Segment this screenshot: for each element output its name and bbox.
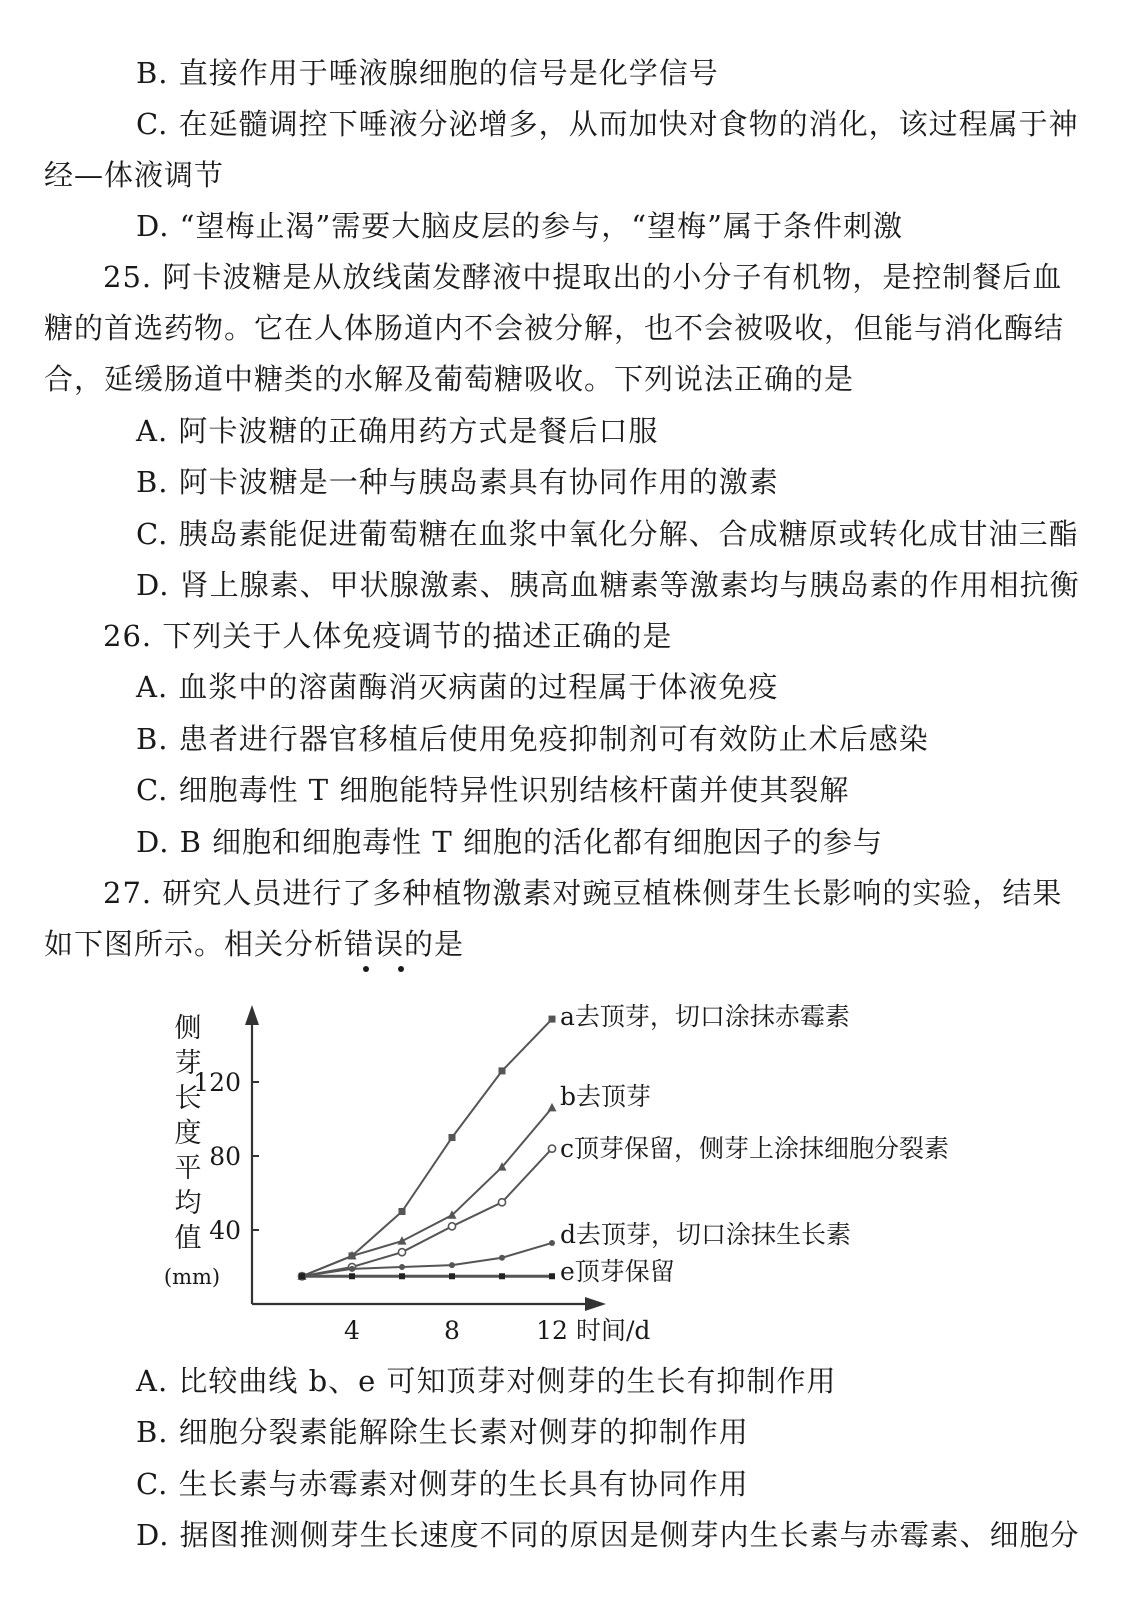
series-point-e: [449, 1273, 455, 1279]
series-point-e: [399, 1273, 405, 1279]
series-point-e: [349, 1273, 355, 1279]
series-point-d: [399, 1264, 405, 1270]
series-label-d: d去顶芽，切口涂抹生长素: [560, 1220, 852, 1249]
y-axis-label-char: 均: [174, 1188, 202, 1219]
q26-option-d: D. B 细胞和细胞毒性 T 细胞的活化都有细胞因子的参与: [136, 825, 883, 859]
q25-stem-cont-2: 合，延缓肠道中糖类的水解及葡萄糖吸收。下列说法正确的是: [44, 362, 855, 396]
y-axis-label-char: 值: [174, 1223, 202, 1254]
series-label-b: b去顶芽: [560, 1082, 652, 1111]
x-axis-arrow: [585, 1297, 606, 1311]
q25-option-c: C. 胰岛素能促进葡萄糖在血浆中氧化分解、合成糖原或转化成甘油三酯: [136, 517, 1079, 551]
series-point-b: [548, 1103, 557, 1112]
q27-option-d: D. 据图推测侧芽生长速度不同的原因是侧芽内生长素与赤霉素、细胞分: [136, 1518, 1080, 1552]
series-point-e: [499, 1273, 505, 1279]
q26-option-c: C. 细胞毒性 T 细胞能特异性识别结核杆菌并使其裂解: [136, 773, 850, 807]
y-axis-unit: (mm): [163, 1265, 221, 1289]
emphasis-dot: [398, 966, 404, 972]
x-tick-label: 12: [536, 1316, 568, 1345]
series-point-a: [449, 1134, 456, 1141]
series-line-d: [302, 1243, 552, 1276]
q27-option-b: B. 细胞分裂素能解除生长素对侧芽的抑制作用: [136, 1415, 749, 1449]
emphasis-dot: [363, 966, 369, 972]
q27-stem: 27. 研究人员进行了多种植物激素对豌豆植株侧芽生长影响的实验，结果: [103, 876, 1063, 910]
y-axis-arrow: [245, 1005, 259, 1025]
q27-option-c: C. 生长素与赤霉素对侧芽的生长具有协同作用: [136, 1467, 749, 1501]
series-line-b: [302, 1108, 552, 1276]
series-point-c: [548, 1145, 555, 1152]
series-point-d: [499, 1255, 505, 1261]
y-axis-label-char: 度: [174, 1118, 202, 1149]
x-tick-label: 8: [444, 1316, 460, 1345]
series-line-a: [302, 1019, 552, 1276]
q27-stem-cont: 如下图所示。相关分析错误的是: [44, 927, 465, 961]
q24-option-b: B. 直接作用于唾液腺细胞的信号是化学信号: [136, 56, 719, 90]
y-tick-label: 120: [193, 1068, 241, 1097]
x-axis-label: 时间/d: [576, 1316, 651, 1345]
y-axis-label-char: 平: [174, 1153, 202, 1184]
q26-option-b: B. 患者进行器官移植后使用免疫抑制剂可有效防止术后感染: [136, 722, 929, 756]
q25-option-a: A. 阿卡波糖的正确用药方式是餐后口服: [136, 414, 659, 448]
series-point-c: [498, 1199, 505, 1206]
side-bud-growth-chart: [160, 995, 1010, 1355]
q25-option-b: B. 阿卡波糖是一种与胰岛素具有协同作用的激素: [136, 465, 779, 499]
series-point-a: [499, 1067, 506, 1074]
x-tick-label: 4: [344, 1316, 360, 1345]
series-point-c: [398, 1249, 405, 1256]
series-point-c: [448, 1223, 455, 1230]
q25-stem-cont-1: 糖的首选药物。它在人体肠道内不会被分解，也不会被吸收，但能与消化酶结: [44, 311, 1065, 345]
series-point-a: [549, 1016, 556, 1023]
q24-option-c: C. 在延髓调控下唾液分泌增多，从而加快对食物的消化，该过程属于神: [136, 107, 1079, 141]
series-point-e: [549, 1273, 555, 1279]
q26-option-a: A. 血浆中的溶菌酶消灭病菌的过程属于体液免疫: [136, 670, 779, 704]
q27-option-a: A. 比较曲线 b、e 可知顶芽对侧芽的生长有抑制作用: [136, 1364, 837, 1398]
q25-option-d: D. 肾上腺素、甲状腺激素、胰高血糖素等激素均与胰岛素的作用相抗衡: [136, 568, 1080, 602]
series-point-d: [449, 1262, 455, 1268]
series-label-a: a去顶芽，切口涂抹赤霉素: [560, 1002, 850, 1031]
q25-stem: 25. 阿卡波糖是从放线菌发酵液中提取出的小分子有机物，是控制餐后血: [103, 260, 1063, 294]
q24-option-d: D. “望梅止渴”需要大脑皮层的参与，“望梅”属于条件刺激: [136, 209, 903, 243]
series-point-e: [299, 1273, 305, 1279]
y-axis-label-char: 长: [174, 1083, 202, 1114]
y-tick-label: 80: [209, 1142, 241, 1171]
series-line-c: [302, 1149, 552, 1277]
series-label-e: e顶芽保留: [560, 1257, 675, 1286]
series-point-d: [349, 1266, 355, 1272]
q24-option-c-cont: 经—体液调节: [44, 158, 225, 192]
y-tick-label: 40: [209, 1216, 241, 1245]
series-point-a: [399, 1208, 406, 1215]
y-axis-label-char: 芽: [174, 1048, 202, 1079]
y-axis-label-char: 侧: [174, 1013, 202, 1044]
series-label-c: c顶芽保留，侧芽上涂抹细胞分裂素: [560, 1134, 950, 1163]
series-point-d: [549, 1240, 555, 1246]
q26-stem: 26. 下列关于人体免疫调节的描述正确的是: [103, 619, 673, 653]
